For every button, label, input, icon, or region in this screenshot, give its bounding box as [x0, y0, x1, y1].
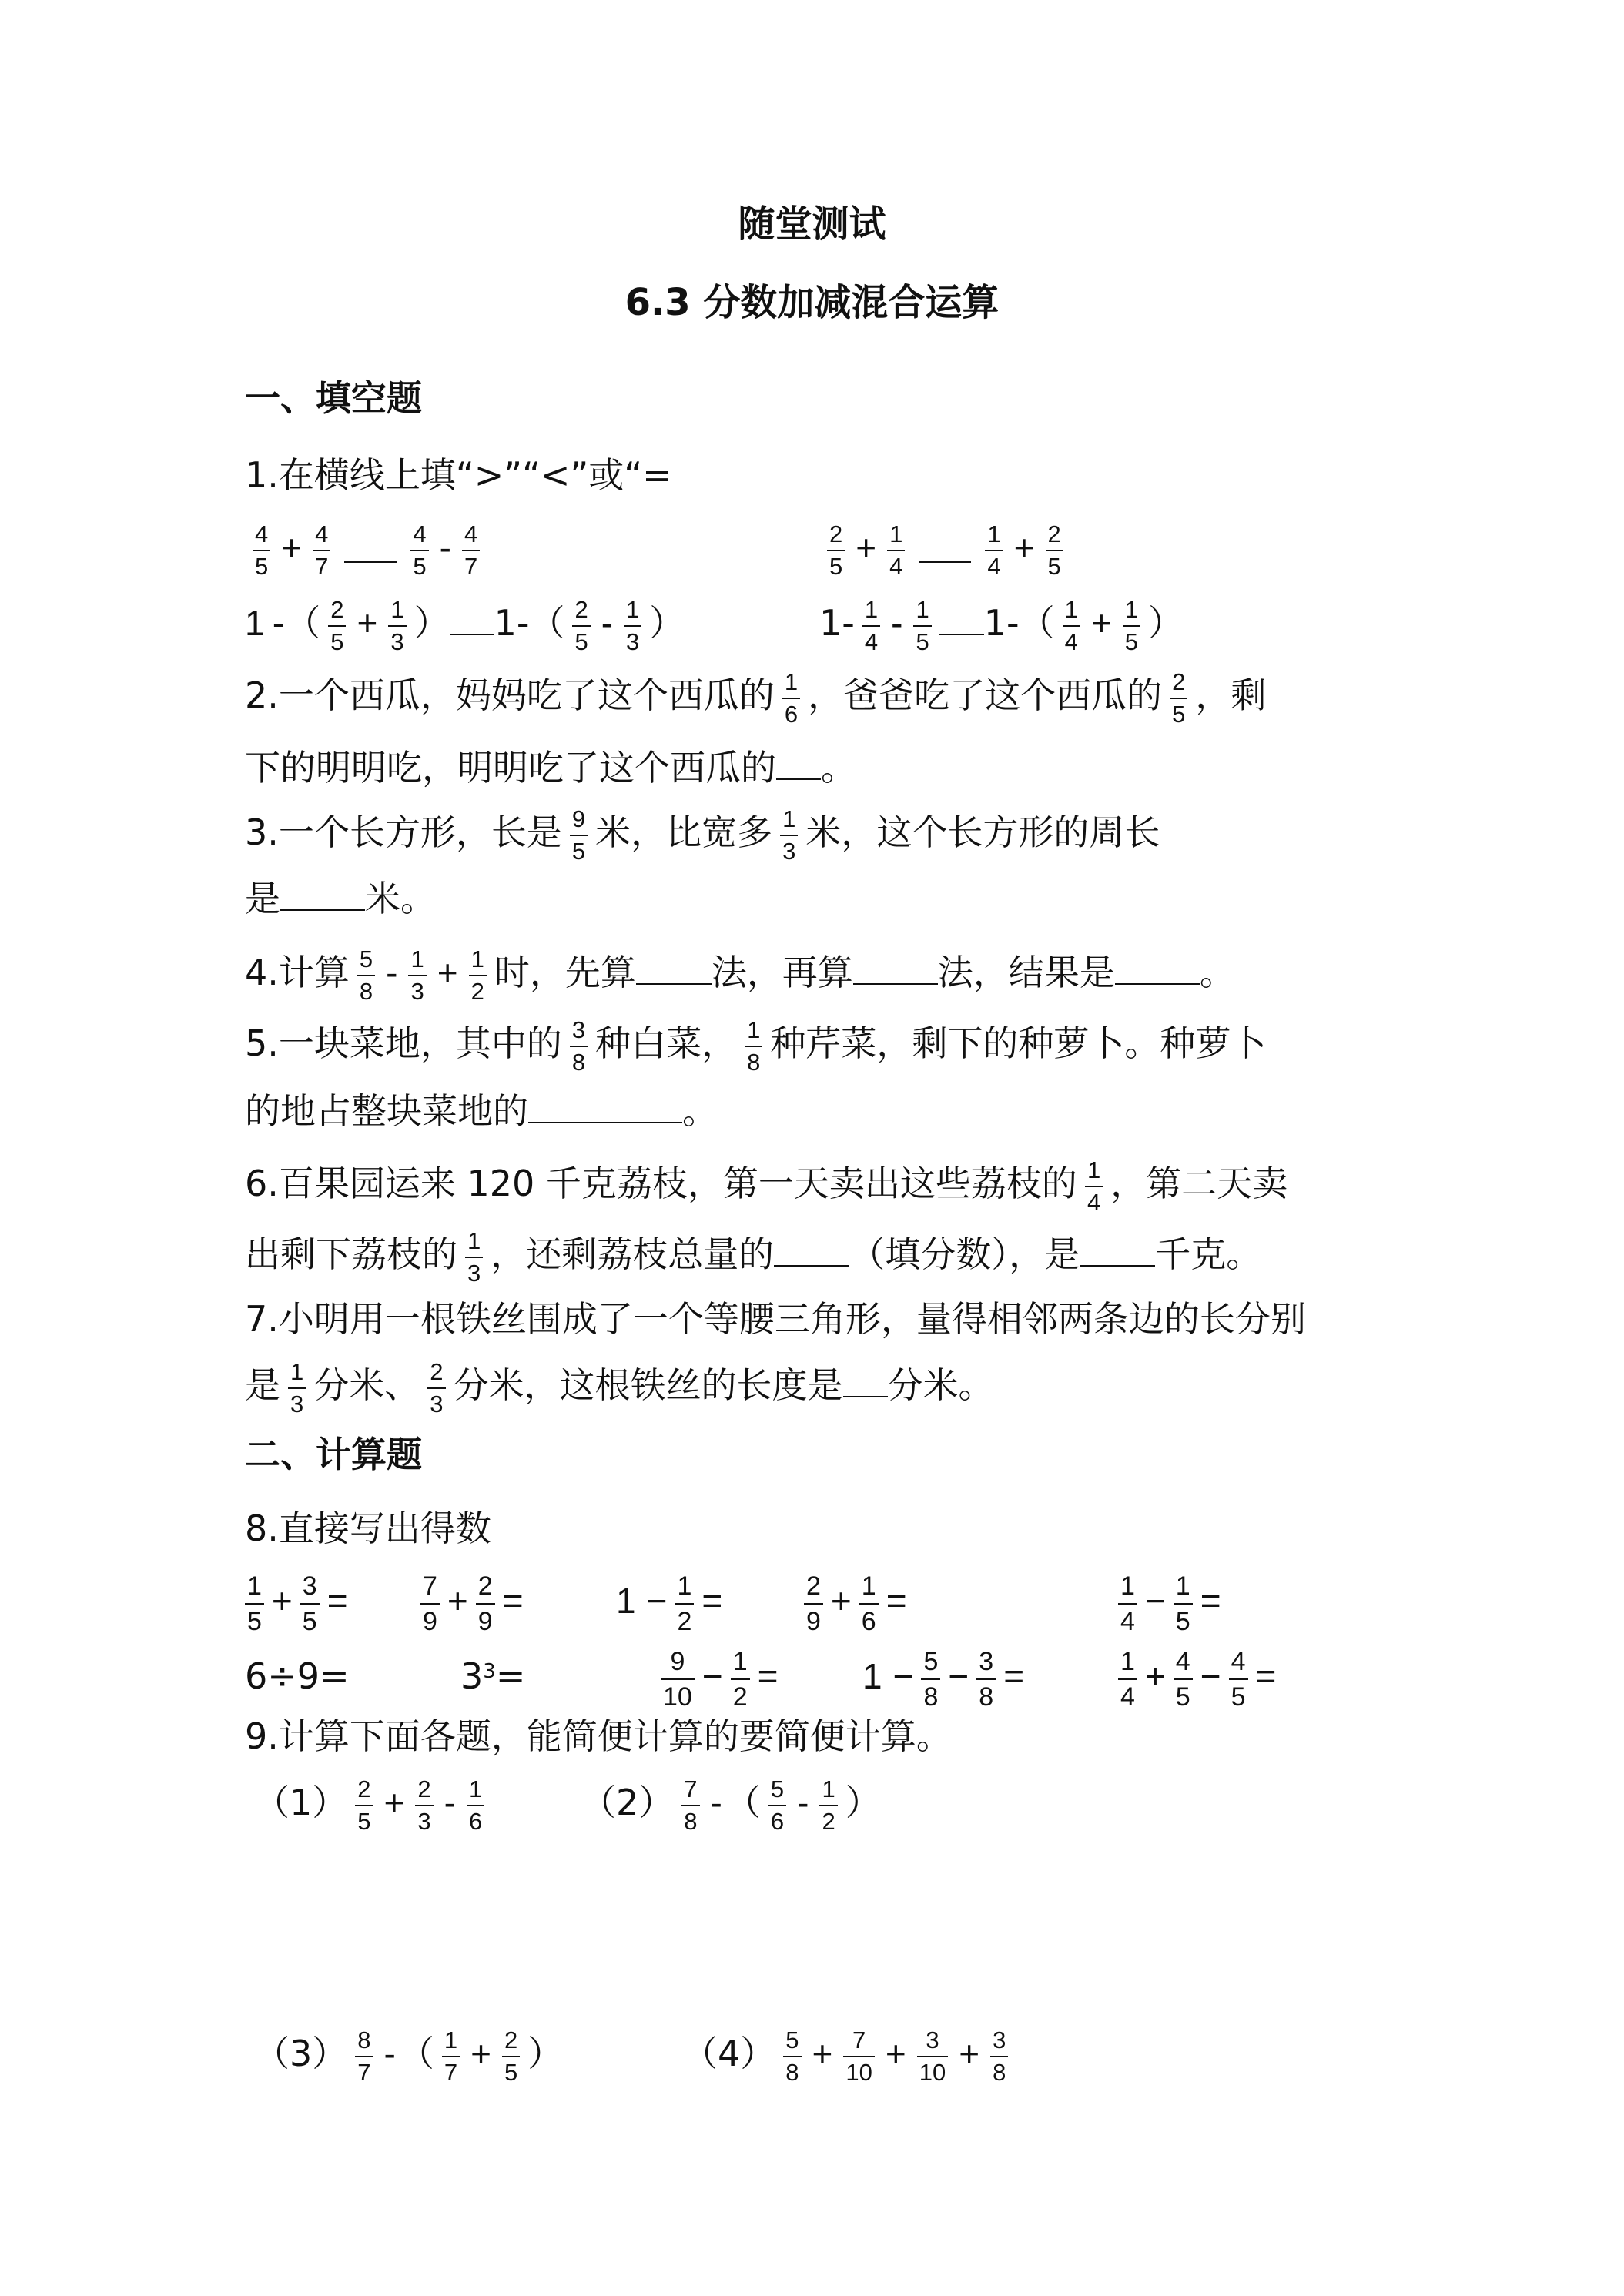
fraction: $\frac{2}{5}$ [827, 520, 845, 581]
fraction: $\frac{2}{5}$ [1170, 668, 1187, 728]
q8-stem: 8.直接写出得数 [245, 1508, 491, 1549]
q1-row2-right: 1- $\frac{1}{4}$ - $\frac{1}{5}$ 1-（ $\frac{1}{4}$ + $\frac{1}{5}$ ） [819, 595, 1184, 655]
fraction: $\frac{1}{3}$ [408, 946, 426, 1006]
fraction: $\frac{1}{4}$ [887, 520, 905, 581]
fraction: $\frac{1}{2}$ [819, 1776, 837, 1836]
answer-blank[interactable] [1115, 952, 1200, 985]
q1-row2-left: 1 -（ $\frac{2}{5}$ + $\frac{1}{3}$ ） 1-（ $\frac{2}{5}$ - $\frac{1}{3}$ ） [245, 595, 685, 655]
q9-stem: 9.计算下面各题，能简便计算的要简便计算。 [245, 1715, 952, 1757]
q4-line: 4.计算 $\frac{5}{8}$ - $\frac{1}{3}$ + $\frac{1}{2}$ 时，先算 法，再算 法，结果是 。 [245, 945, 1235, 1005]
fraction: $\frac{1}{4}$ [1063, 596, 1080, 656]
fraction: $\frac{2}{5}$ [355, 1776, 373, 1836]
fraction: $\frac{7}{8}$ [681, 1776, 699, 1836]
q8-item: 1 − $\frac{1}{2}$ = [616, 1571, 723, 1636]
answer-blank[interactable] [280, 879, 365, 911]
fraction: $\frac{1}{2}$ [731, 1646, 750, 1712]
q6-line2: 出剩下荔枝的 $\frac{1}{3}$ ，还剩荔枝总量的 （填分数），是 千克。 [245, 1227, 1262, 1287]
fraction: $\frac{2}{3}$ [415, 1776, 433, 1836]
q8-item: 1 − $\frac{5}{8}$ − $\frac{3}{8}$ = [862, 1646, 1025, 1712]
fraction: $\frac{2}{9}$ [476, 1571, 495, 1637]
section-calc-heading: 二、计算题 [245, 1434, 422, 1475]
fraction: $\frac{1}{5}$ [913, 596, 931, 656]
answer-blank[interactable] [853, 952, 938, 985]
q2-line2: 下的明明吃，明明吃了这个西瓜的 。 [245, 747, 856, 788]
fraction: $\frac{1}{7}$ [442, 2027, 460, 2087]
q8-item: $3^3=$ [460, 1655, 526, 1697]
fraction: $\frac{4}{5}$ [1229, 1646, 1248, 1712]
fraction: $\frac{1}{4}$ [862, 596, 880, 656]
fraction: $\frac{7}{10}$ [843, 2027, 874, 2087]
fraction: $\frac{2}{5}$ [502, 2027, 520, 2087]
fraction: $\frac{2}{3}$ [427, 1358, 445, 1418]
fraction: $\frac{4}{7}$ [313, 520, 330, 581]
answer-blank[interactable] [843, 1365, 888, 1397]
answer-blank[interactable] [774, 1234, 849, 1267]
fraction: $\frac{1}{2}$ [469, 946, 487, 1006]
q1-row1-left: $\frac{4}{5}$ + $\frac{4}{7}$ $\frac{4}{5}$ - $\frac{4}{7}$ [245, 513, 487, 582]
compare-blank[interactable] [450, 603, 494, 635]
fraction: $\frac{5}{8}$ [357, 946, 375, 1006]
fraction: $\frac{2}{5}$ [328, 596, 346, 656]
q6-line1: 6.百果园运来 120 千克荔枝，第一天卖出这些荔枝的 $\frac{1}{4}$ ，第二天卖 [245, 1156, 1288, 1216]
page-subtitle: 6.3 分数加减混合运算 [624, 281, 1000, 324]
q5-line1: 5.一块菜地，其中的 $\frac{3}{8}$ 种白菜， $\frac{1}{8}$ 种芹菜，剩下的种萝卜。种萝卜 [245, 1016, 1267, 1076]
fraction: $\frac{1}{3}$ [465, 1227, 483, 1287]
compare-blank[interactable] [939, 603, 984, 635]
fraction: $\frac{1}{3}$ [624, 596, 641, 656]
fraction: $\frac{1}{5}$ [1123, 596, 1140, 656]
fraction: $\frac{1}{5}$ [245, 1571, 264, 1637]
fraction: $\frac{1}{3}$ [780, 805, 798, 865]
fraction: $\frac{2}{5}$ [572, 596, 590, 656]
q2-line1: 2.一个西瓜，妈妈吃了这个西瓜的 $\frac{1}{6}$ ，爸爸吃了这个西瓜的 $\frac{2}{5}$ ，剩 [245, 668, 1267, 728]
fraction: $\frac{1}{6}$ [782, 668, 800, 728]
q9-item-2: （2） $\frac{7}{8}$ -（ $\frac{5}{6}$ - $\frac{1}{2}$ ） [581, 1775, 881, 1835]
q5-line2: 的地占整块菜地的 。 [245, 1090, 718, 1132]
page-title: 随堂测试 [738, 202, 886, 246]
fraction: $\frac{3}{5}$ [300, 1571, 320, 1637]
q9-item-3: （3） $\frac{8}{7}$ -（ $\frac{1}{7}$ + $\frac{2}{5}$ ） [254, 2026, 564, 2086]
fraction: $\frac{1}{4}$ [1085, 1156, 1103, 1217]
fraction: $\frac{5}{8}$ [783, 2027, 801, 2087]
answer-blank[interactable] [776, 748, 821, 780]
fraction: $\frac{9}{5}$ [570, 805, 588, 865]
q8-item: $\frac{1}{4}$ − $\frac{1}{5}$ = [1113, 1566, 1224, 1635]
fraction: $\frac{1}{5}$ [1174, 1571, 1193, 1637]
q7-line1: 7.小明用一根铁丝围成了一个等腰三角形，量得相邻两条边的长分别 [245, 1298, 1306, 1340]
q9-item-4: （4） $\frac{5}{8}$ + $\frac{7}{10}$ + $\frac{3}{10}$ + $\frac{3}{8}$ [682, 2019, 1016, 2088]
fraction: $\frac{5}{8}$ [921, 1646, 940, 1712]
fraction: $\frac{2}{5}$ [1046, 520, 1063, 581]
fraction: $\frac{1}{4}$ [1118, 1571, 1137, 1637]
q7-line2: 是 $\frac{1}{3}$ 分米、 $\frac{2}{3}$ 分米，这根铁丝的长度是 分米。 [245, 1357, 994, 1417]
q9-item-1: （1） $\frac{2}{5}$ + $\frac{2}{3}$ - $\frac{1}{6}$ [254, 1768, 492, 1837]
fraction: $\frac{4}{5}$ [253, 520, 270, 581]
fraction: $\frac{4}{5}$ [410, 520, 428, 581]
fraction: $\frac{9}{10}$ [661, 1646, 695, 1712]
q3-line2: 是 米。 [245, 878, 436, 919]
fraction: $\frac{4}{5}$ [1174, 1646, 1193, 1712]
q8-item: $\frac{9}{10}$ − $\frac{1}{2}$ = [656, 1642, 782, 1711]
q1-row1-right: $\frac{2}{5}$ + $\frac{1}{4}$ $\frac{1}{4}$ + $\frac{2}{5}$ [819, 513, 1071, 582]
fraction: $\frac{1}{6}$ [859, 1571, 879, 1637]
answer-blank[interactable] [528, 1091, 682, 1123]
fraction: $\frac{1}{6}$ [467, 1776, 484, 1836]
q1-stem: 1.在横线上填“>”“<”或“= [245, 454, 672, 496]
fraction: $\frac{8}{7}$ [355, 2027, 373, 2087]
fraction: $\frac{1}{3}$ [388, 596, 406, 656]
compare-blank[interactable] [344, 538, 397, 563]
section-fill-heading: 一、填空题 [245, 377, 422, 419]
q8-item: $\frac{1}{4}$ + $\frac{4}{5}$ − $\frac{4}{5}$ = [1113, 1642, 1279, 1711]
q8-item: $\frac{1}{5}$ + $\frac{3}{5}$ = [245, 1566, 351, 1635]
answer-blank[interactable] [1080, 1234, 1155, 1267]
fraction: $\frac{3}{10}$ [917, 2027, 948, 2087]
fraction: $\frac{1}{4}$ [985, 520, 1003, 581]
fraction: $\frac{1}{8}$ [745, 1016, 762, 1076]
fraction: $\frac{1}{2}$ [675, 1571, 694, 1637]
fraction: $\frac{7}{9}$ [420, 1571, 440, 1637]
q8-item: $\frac{2}{9}$ + $\frac{1}{6}$ = [799, 1566, 910, 1635]
fraction: $\frac{5}{6}$ [768, 1776, 786, 1836]
fraction: $\frac{3}{8}$ [976, 1646, 996, 1712]
fraction: $\frac{3}{8}$ [990, 2027, 1008, 2087]
q8-item: 6÷9= [245, 1655, 350, 1697]
fraction: $\frac{4}{7}$ [462, 520, 480, 581]
fraction: $\frac{1}{4}$ [1118, 1646, 1137, 1712]
fraction: $\frac{1}{3}$ [288, 1358, 306, 1418]
answer-blank[interactable] [636, 952, 712, 985]
fraction: $\frac{3}{8}$ [570, 1016, 588, 1076]
fraction: $\frac{2}{9}$ [804, 1571, 823, 1637]
q3-line1: 3.一个长方形，长是 $\frac{9}{5}$ 米，比宽多 $\frac{1}{3}$ 米，这个长方形的周长 [245, 805, 1160, 865]
compare-blank[interactable] [919, 538, 971, 563]
q8-item: $\frac{7}{9}$ + $\frac{2}{9}$ = [416, 1566, 527, 1635]
